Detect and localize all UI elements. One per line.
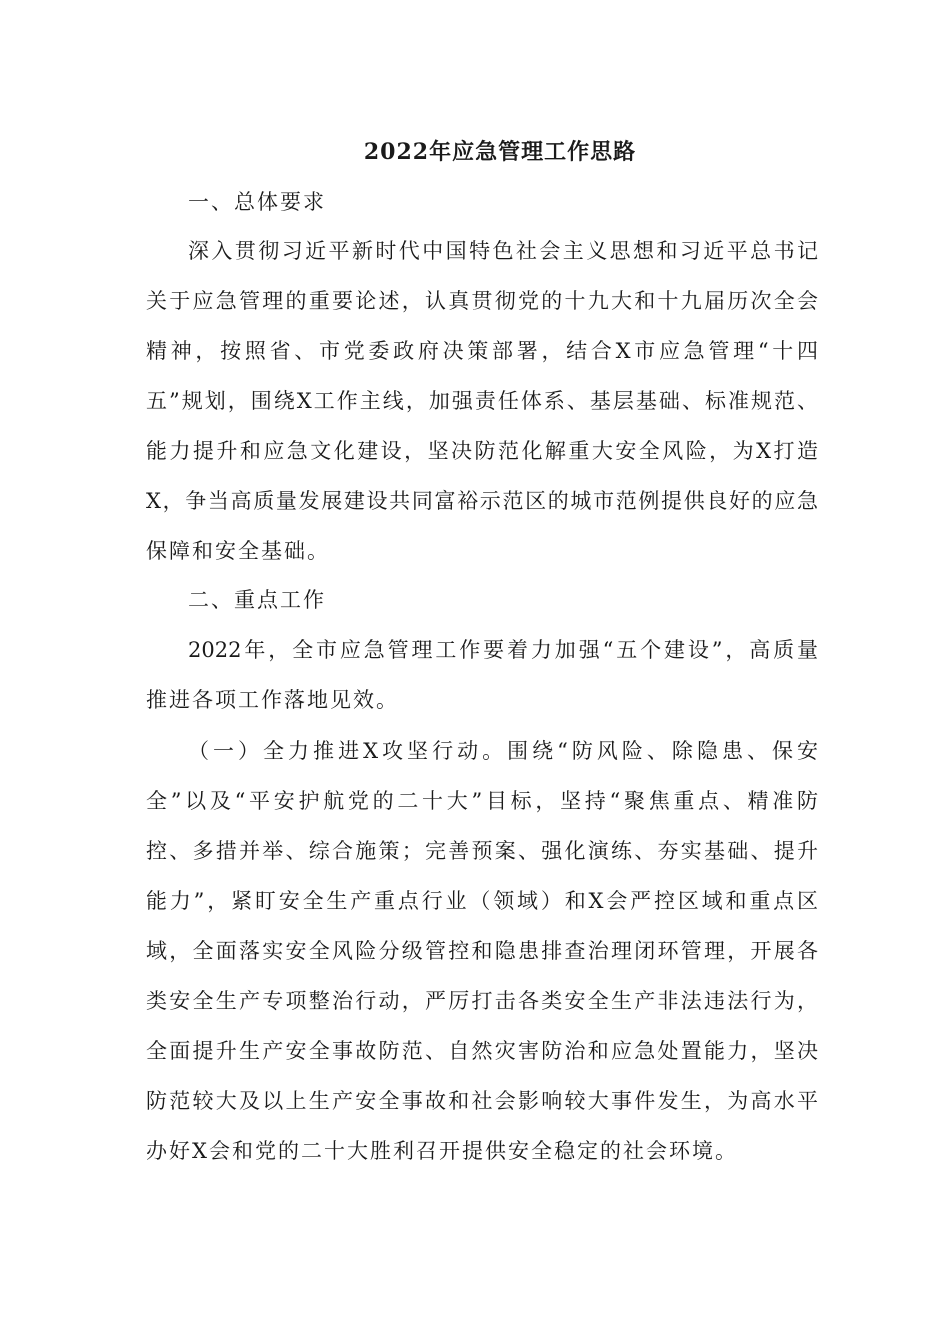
paragraph-line: 类安全生产专项整治行动，严厉打击各类安全生产非法违法行为， (146, 989, 818, 1013)
paragraph-line: 防范较大及以上生产安全事故和社会影响较大事件发生，为高水平 (146, 1089, 818, 1113)
paragraph-line: 深入贯彻习近平新时代中国特色社会主义思想和习近平总书记 (188, 239, 818, 263)
paragraph-line: 全”以及“平安护航党的二十大”目标，坚持“聚焦重点、精准防 (146, 789, 818, 813)
section-heading-1: 一、总体要求 (188, 190, 326, 214)
section-heading-2: 二、重点工作 (188, 588, 326, 612)
paragraph-line: 办好X会和党的二十大胜利召开提供安全稳定的社会环境。 (146, 1139, 738, 1163)
paragraph-line: 2022年，全市应急管理工作要着力加强“五个建设”，高质量 (188, 638, 818, 662)
paragraph-line: 控、多措并举、综合施策；完善预案、强化演练、夯实基础、提升 (146, 839, 818, 863)
paragraph-line: （一）全力推进X攻坚行动。围绕“防风险、除隐患、保安 (188, 739, 818, 763)
paragraph-line: 推进各项工作落地见效。 (146, 688, 399, 712)
paragraph-line: 能力”，紧盯安全生产重点行业（领域）和X会严控区域和重点区 (146, 889, 818, 913)
paragraph-line: 关于应急管理的重要论述，认真贯彻党的十九大和十九届历次全会 (146, 289, 818, 313)
paragraph-line: 能力提升和应急文化建设，坚决防范化解重大安全风险，为X打造 (146, 439, 818, 463)
paragraph-line: X，争当高质量发展建设共同富裕示范区的城市范例提供良好的应急 (146, 489, 818, 513)
paragraph-line: 全面提升生产安全事故防范、自然灾害防治和应急处置能力，坚决 (146, 1039, 818, 1063)
paragraph-line: 五”规划，围绕X工作主线，加强责任体系、基层基础、标准规范、 (146, 389, 818, 413)
paragraph-line: 保障和安全基础。 (146, 539, 330, 563)
document-title: 2022年应急管理工作思路 (363, 139, 637, 165)
paragraph-line: 域，全面落实安全风险分级管控和隐患排查治理闭环管理，开展各 (146, 939, 818, 963)
paragraph-line: 精神，按照省、市党委政府决策部署，结合X市应急管理“十四 (146, 339, 818, 363)
